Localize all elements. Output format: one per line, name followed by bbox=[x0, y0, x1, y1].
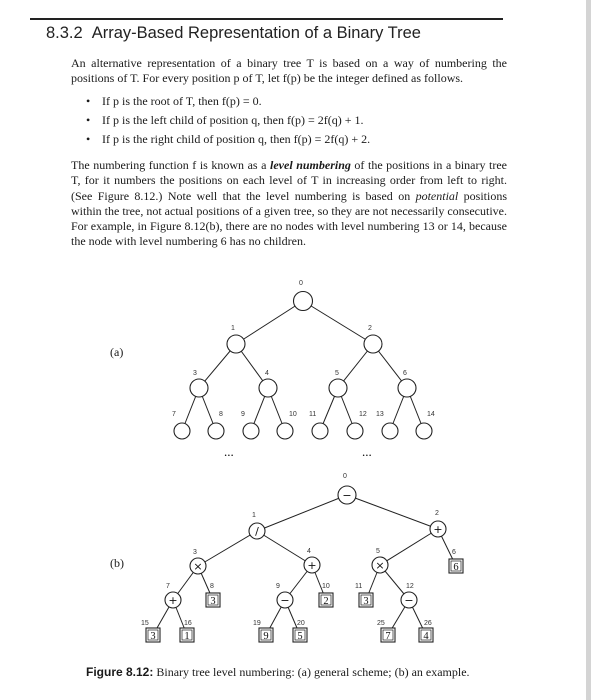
body-emphasis-2: potential bbox=[415, 188, 459, 203]
tree-a-node bbox=[277, 423, 293, 439]
tree-a-node-number: 0 bbox=[299, 280, 303, 287]
caption-label: Figure 8.12: bbox=[86, 665, 154, 679]
body-text-1: The numbering function f is known as a bbox=[71, 158, 270, 172]
figure-label-b: (b) bbox=[110, 556, 124, 570]
tree-b-node-number: 25 bbox=[377, 620, 385, 627]
tree-b-operator-symbol: − bbox=[342, 489, 352, 502]
tree-b-edge bbox=[257, 531, 312, 565]
tree-b-node-number: 12 bbox=[406, 583, 414, 590]
tree-a-node bbox=[259, 379, 277, 397]
tree-b-node-number: 4 bbox=[307, 548, 311, 555]
tree-b-operator-symbol: − bbox=[280, 594, 290, 607]
caption-text: Binary tree level numbering: (a) general scheme; (b) an example. bbox=[153, 665, 470, 679]
body-text-3: positions within the tree, not actual positions of a given tree, so they are not necessarily consecutive. For example, in Figure 8.12(b), there are no nodes with level numbering 13 or 14, because the node with level numbering 6 has no children. bbox=[71, 188, 507, 249]
section-title: Array-Based Representation of a Binary Tree bbox=[91, 24, 421, 42]
tree-b-leaf-value: 3 bbox=[363, 596, 369, 607]
tree-b-operator-symbol: × bbox=[375, 559, 385, 572]
tree-a-node bbox=[243, 423, 259, 439]
tree-a-node-number: 8 bbox=[219, 411, 223, 418]
tree-b-operator-symbol: × bbox=[193, 560, 203, 573]
tree-a-node bbox=[347, 423, 363, 439]
tree-a-node-number: 2 bbox=[368, 325, 372, 332]
section-number: 8.3.2 bbox=[46, 24, 83, 42]
tree-a-node bbox=[294, 292, 313, 311]
tree-a-node bbox=[190, 379, 208, 397]
tree-b-operator-symbol: + bbox=[307, 559, 317, 572]
tree-a-ellipsis-left: ... bbox=[224, 444, 234, 459]
tree-a-node bbox=[227, 335, 245, 353]
tree-b-edge bbox=[347, 495, 438, 529]
tree-b-operator-symbol: + bbox=[168, 594, 178, 607]
tree-b-operator-symbol: / bbox=[255, 525, 259, 538]
tree-b-leaf-value: 7 bbox=[385, 631, 391, 642]
tree-b-edge bbox=[198, 531, 257, 566]
tree-a-edge bbox=[303, 301, 373, 344]
tree-b-edge bbox=[257, 495, 347, 531]
tree-a-node-number: 4 bbox=[265, 370, 269, 377]
tree-a-node-number: 1 bbox=[231, 325, 235, 332]
tree-b-leaf-value: 5 bbox=[297, 631, 303, 642]
tree-a-node bbox=[382, 423, 398, 439]
tree-a-node-number: 11 bbox=[309, 411, 317, 418]
tree-b-node-number: 8 bbox=[210, 583, 214, 590]
tree-a-node-number: 13 bbox=[376, 411, 384, 418]
tree-b-leaf-value: 1 bbox=[184, 631, 190, 642]
tree-b-leaf-value: 9 bbox=[263, 631, 269, 642]
tree-b-node-number: 7 bbox=[166, 583, 170, 590]
tree-a-node-number: 7 bbox=[172, 411, 176, 418]
tree-a-node bbox=[364, 335, 382, 353]
tree-b-operator-symbol: + bbox=[433, 523, 443, 536]
tree-b-node-number: 2 bbox=[435, 510, 439, 517]
definition-left-child: • If p is the left child of position q, then f(p) = 2f(q) + 1. bbox=[86, 111, 370, 130]
tree-b-node-number: 1 bbox=[252, 512, 256, 519]
definition-root: • If p is the root of T, then f(p) = 0. bbox=[86, 92, 370, 111]
tree-b-edge bbox=[380, 529, 438, 565]
tree-b-leaf-value: 4 bbox=[423, 631, 429, 642]
tree-a-node bbox=[416, 423, 432, 439]
tree-b-node-number: 20 bbox=[297, 620, 305, 627]
tree-b-node-number: 6 bbox=[452, 549, 456, 556]
tree-b-leaf-value: 2 bbox=[323, 596, 329, 607]
tree-a-node-number: 5 bbox=[335, 370, 339, 377]
tree-a-node-number: 3 bbox=[193, 370, 197, 377]
tree-a-node-number: 10 bbox=[289, 411, 297, 418]
tree-a-node-number: 6 bbox=[403, 370, 407, 377]
tree-b-leaf-value: 3 bbox=[150, 631, 156, 642]
tree-a-node bbox=[398, 379, 416, 397]
tree-b-node-number: 3 bbox=[193, 549, 197, 556]
tree-a-ellipsis-right: ... bbox=[362, 444, 372, 459]
tree-a-node-number: 12 bbox=[359, 411, 367, 418]
definition-right-child: • If p is the right child of position q, then f(p) = 2f(q) + 2. bbox=[86, 130, 370, 149]
body-text-2: of the positions in a binary tree T, for it numbers the positions on each level of T in increasing order from left to right. (See Figure 8.12.) Note well that the level numbering is based on bbox=[71, 158, 508, 203]
figure-caption bbox=[86, 665, 470, 680]
tree-a-node bbox=[329, 379, 347, 397]
tree-a-node-number: 14 bbox=[427, 411, 435, 418]
tree-b-node-number: 16 bbox=[184, 620, 192, 627]
tree-b-node-number: 15 bbox=[141, 620, 149, 627]
tree-b-leaf-value: 6 bbox=[453, 562, 459, 573]
figure-label-a: (a) bbox=[110, 345, 124, 359]
tree-b-operator-symbol: − bbox=[404, 594, 414, 607]
tree-a-node bbox=[174, 423, 190, 439]
intro-paragraph: An alternative representation of a binary tree T is based on a way of numbering the positions of T. For every position p of T, let f(p) be the integer defined as follows. bbox=[71, 56, 507, 86]
tree-a-edge bbox=[236, 301, 303, 344]
tree-b-node-number: 0 bbox=[343, 473, 347, 480]
tree-a-node bbox=[208, 423, 224, 439]
tree-b-node-number: 5 bbox=[376, 548, 380, 555]
tree-a-node-number: 9 bbox=[241, 411, 245, 418]
tree-b-node-number: 19 bbox=[253, 620, 261, 627]
tree-b-node-number: 9 bbox=[276, 583, 280, 590]
tree-a-node bbox=[312, 423, 328, 439]
tree-b-node-number: 10 bbox=[322, 583, 330, 590]
tree-b-node-number: 26 bbox=[424, 620, 432, 627]
body-emphasis: level numbering bbox=[270, 158, 351, 172]
tree-b-node-number: 11 bbox=[355, 583, 363, 590]
tree-b-leaf-value: 3 bbox=[210, 596, 216, 607]
